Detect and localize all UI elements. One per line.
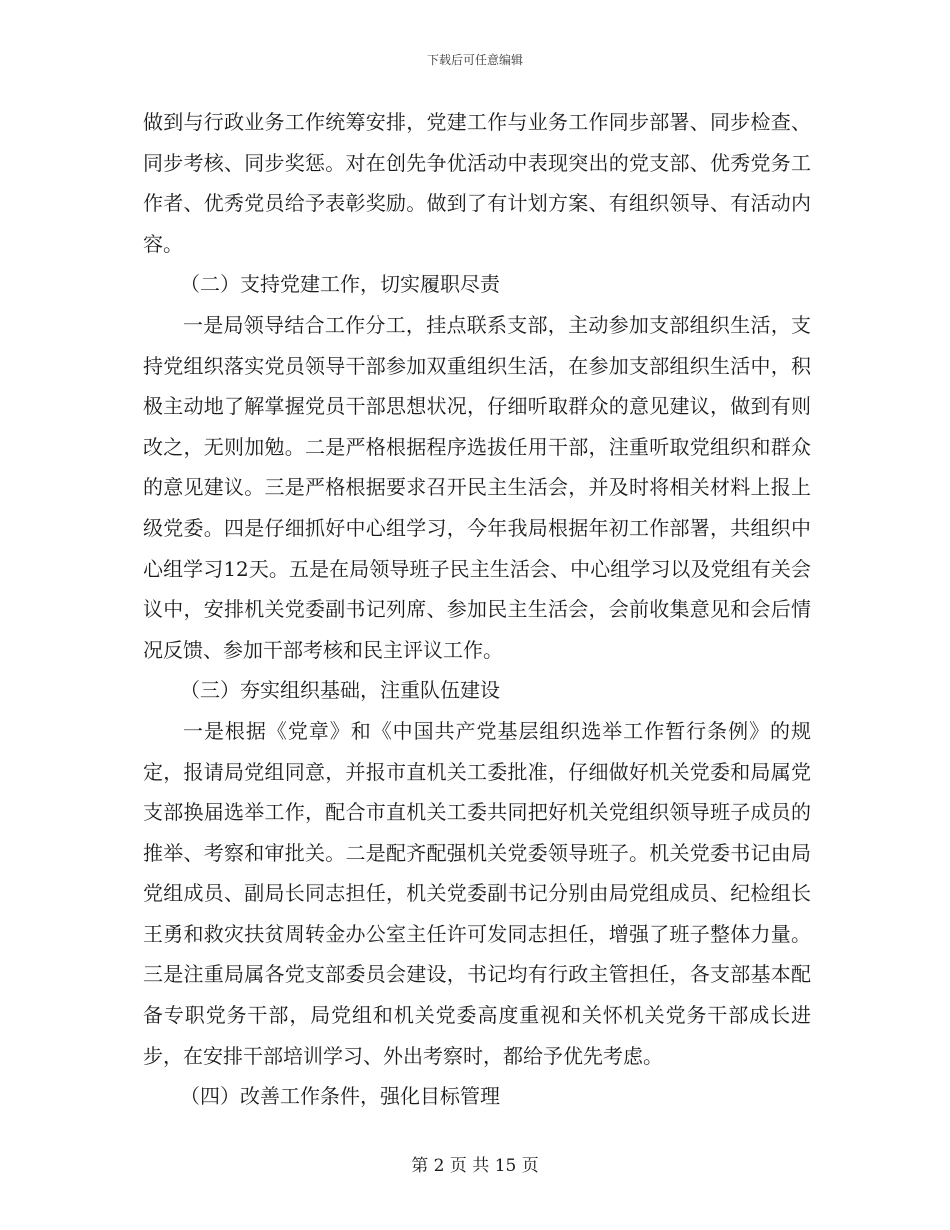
paragraph-continued: 做到与行政业务工作统筹安排，党建工作与业务工作同步部署、同步检查、同步考核、同步奖惩。对在创先争优活动中表现突出的党支部、优秀党务工作者、优秀党员给予表彰奖励。做到了有计划方案、有组织领导、有活动内容。 (143, 110, 811, 256)
paragraph-section-3: 一是根据《党章》和《中国共产党基层组织选举工作暂行条例》的规定，报请局党组同意，并报市直机关工委批准，仔细做好机关党委和局属党支部换届选举工作，配合市直机关工委共同把好机关党组织领导班子成员的推举、考察和审批关。二是配齐配强机关党委领导班子。机关党委书记由局党组成员、副局长同志担任，机关党委副书记分别由局党组成员、纪检组长王勇和救灾扶贫周转金办公室主任许可发同志担任，增强了班子整体力量。三是注重局属各党支部委员会建设，书记均有行政主管担任，各支部基本配备专职党务干部，局党组和机关党委高度重视和关怀机关党务干部成长进步，在安排干部培训学习、外出考察时，都给予优先考虑。 (143, 718, 811, 1068)
document-body (143, 102, 811, 1117)
page-number-footer: 第 2 页 共 15 页 (411, 1156, 539, 1176)
page-header: 下载后可任意编辑 (426, 53, 523, 67)
section-heading-2: （二）支持党建工作，切实履职尽责 (180, 272, 500, 297)
section-heading-4: （四）改善工作条件，强化目标管理 (180, 1084, 500, 1109)
paragraph-section-2: 一是局领导结合工作分工，挂点联系支部，主动参加支部组织生活，支持党组织落实党员领导干部参加双重组织生活，在参加支部组织生活中，积极主动地了解掌握党员干部思想状况，仔细听取群众的意见建议，做到有则改之，无则加勉。二是严格根据程序选拔任用干部，注重听取党组织和群众的意见建议。三是严格根据要求召开民主生活会，并及时将相关材料上报上级党委。四是仔细抓好中心组学习，今年我局根据年初工作部署，共组织中心组学习12天。五是在局领导班子民主生活会、中心组学习以及党组有关会议中，安排机关党委副书记列席、参加民主生活会，会前收集意见和会后情况反馈、参加干部考核和民主评议工作。 (143, 312, 811, 662)
section-heading-3: （三）夯实组织基础，注重队伍建设 (180, 678, 500, 703)
